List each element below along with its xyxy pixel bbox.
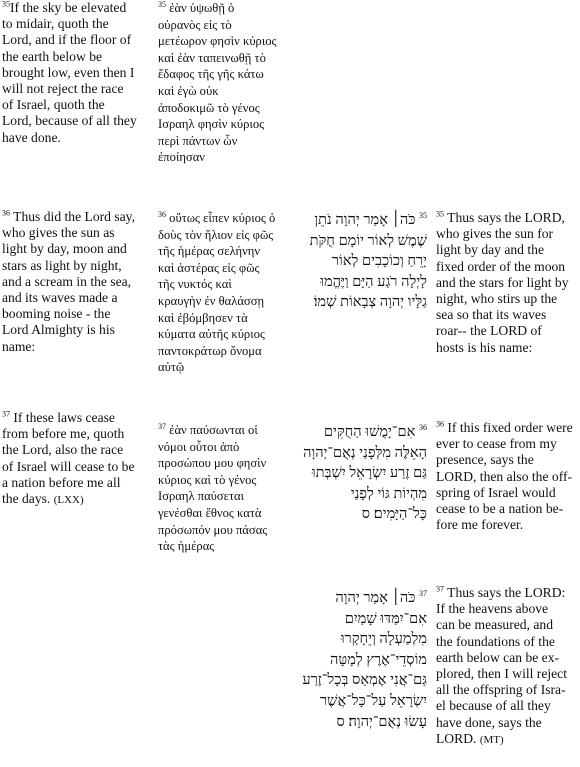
greek-36: $^{36}$ οὕτως εἶπεν κύριος ὁ δοὺς τὸν ἥλιον εἰς φῶς τῆς ἡμέρας σελήνην καὶ ἀστέρας εἰς φῶς τῆς νυκτός καὶ κραυγὴν ἐν θαλάσσῃ καὶ ἐβόμβησεν τὰ κύματα αὐτῆς κύριος παντοκράτωρ ὄνομα αὐτῷ: [158, 209, 276, 375]
greek-35: $^{35}$ ἐὰν ὑψωθῇ ὁ οὐρανὸς εἰς τὸ μετέωρον φησὶν κύριος καὶ ἐὰν ταπεινωθῇ τὸ ἔδαφος τῆς γῆς κάτω καὶ ἐγὼ οὐκ ἀποδοκιμῶ τὸ γένος Ισραηλ φησὶν κύριος περὶ πάντων ὧν ἐποίησαν: [158, 0, 277, 165]
verse-number: 37: [158, 421, 166, 431]
mt-english-35: $^{35}$ Thus says the LORD, who gives the sun for light by day and the fixed order of the moon and the stars for light by night, who stirs up the sea so that its waves roar-- the LORD of hosts is his name:: [436, 209, 569, 355]
verse-number: 36: [2, 208, 10, 218]
hebrew-37: $^{37}$ כֹּה׀ אָמַר יְהוָה אִם־יִמַּדּוּ שָׁמַיִם מִלְמַעְלָה וְיֵחָקְרוּ מוֹסְדֵי־אֶרֶץ לְמָטָּה גַּם־אֲנִי אֶמְאַס בְּכָל־זֶרַע יִשְׂרָאֵל עַל־כָּל־אֲשֶׁר עָשׂוּ נְאֻם־יְהוָה׃ ס: [302, 589, 427, 730]
verse-number: 35: [419, 211, 427, 221]
source-label: (LXX): [53, 494, 84, 507]
verse-number: 35: [2, 0, 10, 9]
source-label: (MT): [479, 733, 504, 746]
lxx-english-35: $^{35}$If the sky be elevated to midair, quoth the Lord, and if the floor of the earth below be brought low, even then I will not reject the race of Israel, quoth the Lord, because of all they have done.: [2, 0, 137, 145]
verse-number: 37: [2, 409, 10, 419]
lxx-english-37: $^{37}$ If these laws cease from before me, quoth the Lord, also the race of Israel will cease to be a nation before me all the days. (LXX): [2, 409, 135, 507]
verse-number: 37: [436, 584, 444, 594]
verse-number: 36: [419, 423, 427, 433]
hebrew-36: $^{36}$ אִם־יָמֻשׁוּ הַחֻקִּים הָאֵלֶּה מִלְּפָנַי נְאֻם־יְהוָה גַּם זֶרַע יִשְׂרָאֵל יִשְׁבְּתוּ מִהְיוֹת גּוֹי לְפָנַי כָּל־הַיָּמִים׃ ס: [303, 423, 427, 523]
lxx-english-36: $^{36}$ Thus did the Lord say, who gives the sun as light by day, moon and stars as light by night, and a scream in the sea, and its waves made a booming noise - the Lord Almighty is his name:: [2, 208, 135, 354]
verse-number: 35: [158, 0, 166, 9]
verse-number: 37: [419, 589, 427, 599]
mt-english-37: $^{37}$ Thus says the LORD: If the heavens above can be measured, and the foundations of the earth below can be ex- plored, then I will reject all the offspring of Isra- el because of all they have done, says the LORD. (MT): [436, 584, 567, 746]
verse-number: 36: [158, 209, 166, 219]
mt-english-36: $^{36}$ If this fixed order were ever to cease from my presence, says the LORD, then also the off- spring of Israel would cease to be a nation be- fore me forever.: [436, 419, 573, 533]
verse-number: 35: [436, 209, 444, 219]
verse-number: 36: [436, 419, 444, 429]
greek-37: $^{37}$ ἐὰν παύσωνται οἱ νόμοι οὗτοι ἀπὸ προσώπου μου φησὶν κύριος καὶ τὸ γένος Ισραηλ παύσεται γενέσθαι ἔθνος κατὰ πρόσωπόν μου πάσας τὰς ἡμέρας: [158, 421, 268, 554]
hebrew-35: $^{35}$ כֹּה׀ אָמַר יְהוָה נֹתֵן שֶׁמֶשׁ לְאוֹר יוֹמָם חֻקֹּת יָרֵחַ וְכוֹכָבִים לְאוֹר לָיְלָה רֹגַע הַיָּם וַיֶּהֱמוּ גַלָּיו יְהוָה צְבָאוֹת שְׁמוֹ׃: [309, 211, 427, 311]
